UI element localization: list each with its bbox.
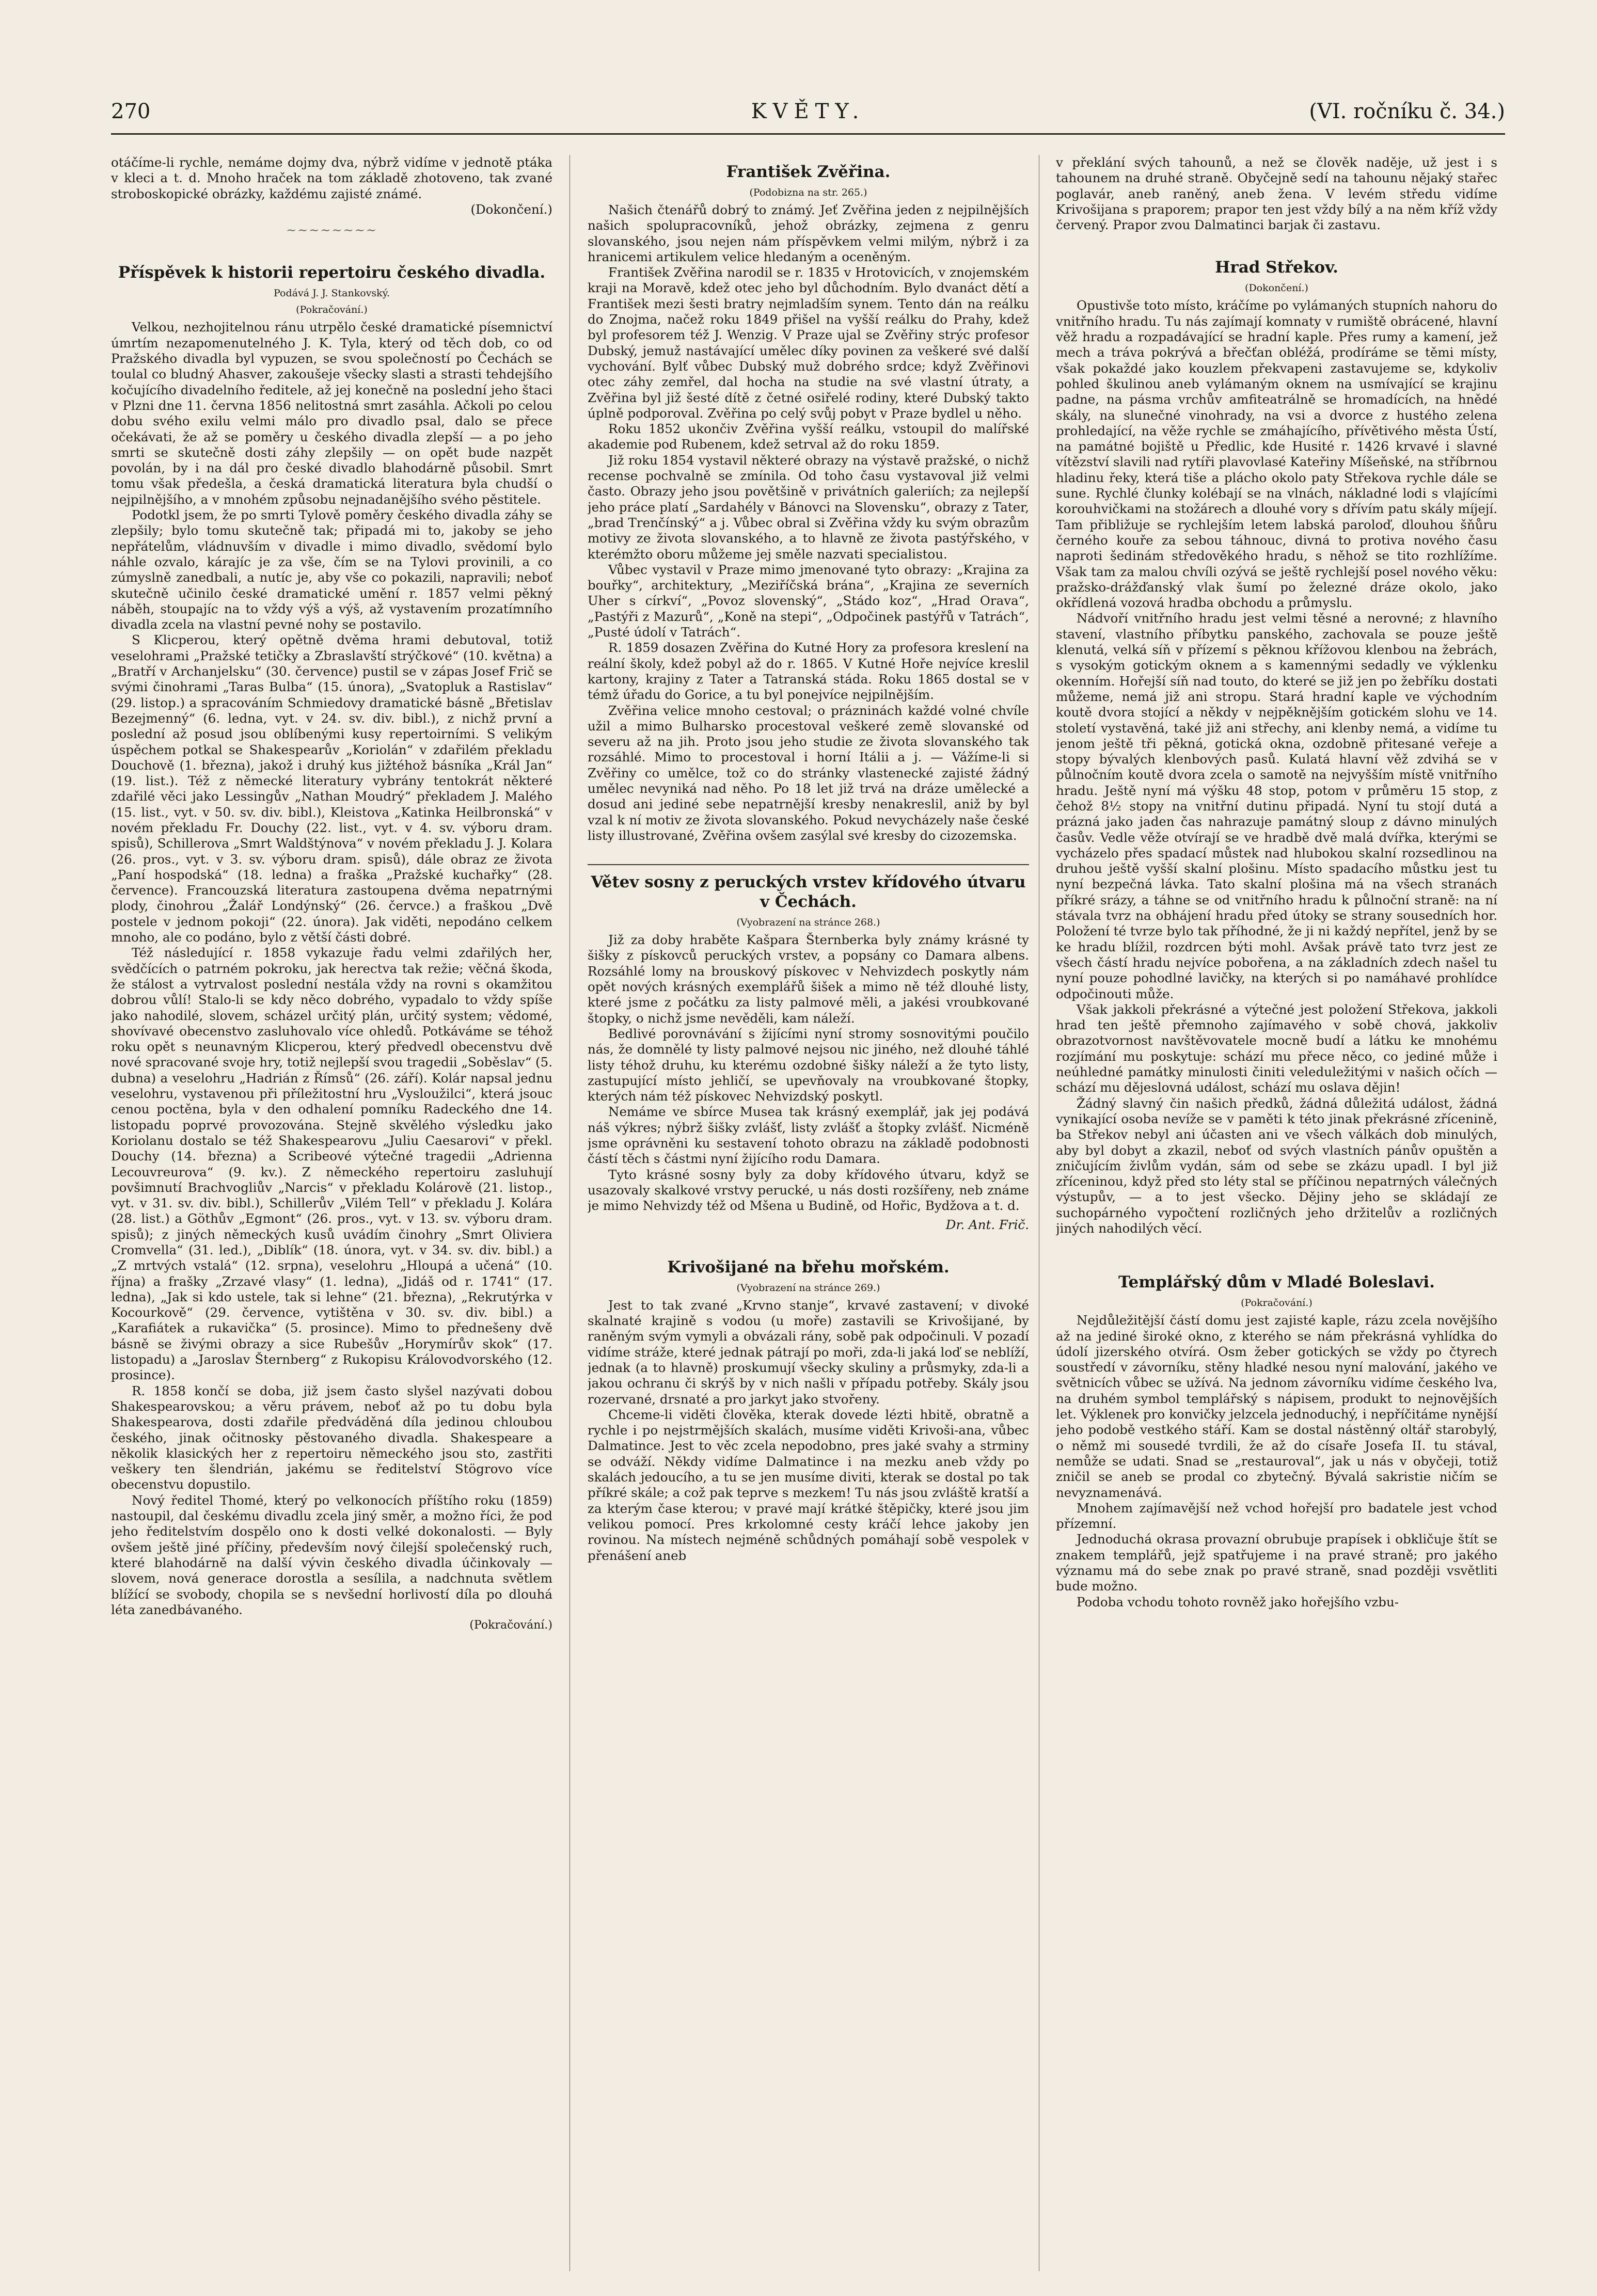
paragraph: Však jakkoli překrásné a výtečné jest položení Střekova, jakkoli hrad ten ještě přemnoho zajímavého v sobě chová, jakkoliv obrazotvornost navštěvovatele mocně budí a látku ke mnohému rozjímání mu poskytuje: schází mu přece něco, co jediné může i neúhledné památky minulosti činiti veleduležitými v našich očích — schází mu dějeslovná událost, schází mu oslava dějin! [1056,1001,1497,1095]
column-2 [588,155,1029,2276]
article-title: František Zvěřina. [726,163,891,181]
paragraph: S Klicperou, který opětně dvěma hrami debutoval, totiž veselohrami „Pražské tetičky a Zbraslavští strýčkové“ (10. května) a „Bratří v Archanjelsku“ (30. července) pustil se v zápas Josef Frič se svými činohrami „Taras Bulba“ (15. února), „Svatopluk a Rastislav“ (29. listop.) a spracováním Schmiedovy dramatické básně „Břetislav Bezejmenný“ (6. ledna, vyt. v 24. sv. div. bibl.), z nichž první a poslední až posud jsou oblíbenými kusy repertoirními. S velikým úspěchem potkal se Shakespearův „Koriolán“ v zdařilém překladu Douchově (1. března), jakož i druhý kus jižtéhož básníka „Král Jan“ (19. list.). Též z německé literatury vybrány tentokrát některé zdařilé věci jako Lessingův „Nathan Moudrý“ překladem J. Malého (15. list., vyt. v 50. sv. div. bibl.), Kleistova „Katinka Heilbronská“ v novém překladu Fr. Douchy (22. list., vyt. v 4. sv. výboru dram. spisů), Schillerova „Smrt Waldštýnova“ v novém překladu J. J. Kolara (26. pros., vyt. v 3. sv. výboru dram. spisů), dále obraz ze života „Paní hospodská“ (18. ledna) a fraška „Pražské kuchařky“ (28. července). Francouzská literatura zastoupena dvěma nepatrnými plody, činohrou „Žalář Londýnský“ (26. červce.) a fraškou „Dvě postele v jednom pokoji“ (22. února). Jak viděti, nepodáno celkem mnoho, ale co podáno, bylo z větší části dobré. [111,632,552,945]
paragraph: otáčíme-li rychle, nemáme dojmy dva, nýbrž vidíme v jednotě ptáka v kleci a t. d. Mnoho hraček na tom základě zhotoveno, tak zvané stroboskopické obrázky, každému zajisté známé. [111,155,552,201]
paragraph: R. 1859 dosazen Zvěřina do Kutné Hory za profesora kreslení na reální školy, kdež pobyl až do r. 1865. V Kutné Hoře nejvíce kreslil kartony, krajiny z Tater a Tatranská stáda. Roku 1865 dostal se v témž úřadu do Gorice, a tu byl ponejvíce nejpilnějším. [588,640,1029,703]
article-title: Větev sosny z peruckých vrstev křídového útvaru v Čechách. [591,873,1026,912]
paragraph: Našich čtenářů dobrý to známý. Jeť Zvěřina jeden z nejpilnějších našich spolupracovníků, jehož obrázky, zejmena z genru slovanského, jsou nejen nám příspěvkem velmi milým, nýbrž i za hranicemi artikulem velice hledaným a oceněným. [588,202,1029,264]
magazine-title: KVĚTY. [751,100,865,123]
header-rule [111,133,1505,135]
paragraph: Nejdůležitější částí domu jest zajisté kaple, rázu zcela novějšího až na jediné široké okno, z kterého se nám překrásná vyhlídka do údolí jizerského otvírá. Osm žeber gotických se vždy po čtyrech soustředí v závorníku, stěny hladké nesou nyní malování, jakého ve světnicích vůbec se užívá. Na jednom závorníku vidíme českého lva, na druhém symbol templářský s nápisem, produkt to nejnovějších let. Výklenek pro konvičky jelzcela jednoduchý, i nepříčitáme nynější jeho podobě vestkého stáří. Kam se dostal nástěnný oltář starobylý, o němž mi sousedé tvrdili, že až do císaře Josefa II. tu stával, nemůže se udati. Snad se „restauroval“, jak u nás v obyčeji, totiž zničil se aneb se prodal co zbytečný. Bývalá sakristie ničím se nevyznamenává. [1056,1313,1497,1500]
paragraph: Jest to tak zvané „Krvno stanje“, krvavé zastavení; v divoké skalnaté krajině s vodou (u moře) zastavili se Krivošijané, by raněným svým vymyli a obvázali rány, sobě pak odpočinuli. V pozadí vidíme stráže, které jednak pátrají po moři, zda-li jaká loď se neblíží, jednak (a to hlavně) proskumují všecky skuliny a průsmyky, zda-li a jakou ochranu či skrýš by v nich našli v případu potřeby. Skály jsou rozervané, drsnaté a pro jarkyt jako stvořeny. [588,1297,1029,1407]
article-title: Templářský dům v Mladé Boleslavi. [1118,1273,1435,1292]
article-subtitle: (Dokončení.) [1245,282,1308,294]
paragraph: Nový ředitel Thomé, který po velkonocích příštího roku (1859) nastoupil, dal českému divadlu zcela jiný směr, a možno říci, že pod jeho ředitelstvím dospělo ono k dosti velké dokonalosti. — Byly ovšem ještě jiné příčiny, především nový čilejší společenský ruch, které blahodárně na další vývin českého divadla účinkovaly — slovem, nová generace dorostla a sesílila, a nadchnuta světlem blížící se svobody, chopila se s nevšední horlivostí díla po dlouhá léta zanedbávaného. [111,1492,552,1617]
paragraph: Roku 1852 ukončiv Zvěřina vyšší reálku, vstoupil do malířské akademie pod Rubenem, kdež setrval až do roku 1859. [588,421,1029,452]
paragraph: Mnohem zajímavější než vchod hořejší pro badatele jest vchod přízemní. [1056,1500,1497,1532]
paragraph: Tyto krásné sosny byly za doby křídového útvaru, když se usazovaly skalkové vrstvy perucké, u nás dosti rozšířeny, neb známe je mimo Nehvizdy též od Mšena u Budině, od Hořic, Bydžova a t. d. [588,1167,1029,1214]
paragraph: Též následující r. 1858 vykazuje řadu velmi zdařilých her, svědčících o patrném pokroku, jak herectva tak režie; věčná škoda, že stálost a vytrvalost poslední nestála vždy na rovni s okamžitou dobrou vůlí! Stalo-li se kdy něco dobrého, vypadalo to vždy spíše jako nahodilé, slovem, scházel určitý plán, určitý system; vědomé, shovívavé obecenstvo zasluhovalo více ohledů. Potkáváme se téhož roku opět s neunavným Klicperou, který předvedl obecenstvu dvě nové spracované svoje hry, totiž nejlepší svou tragedii „Soběslav“ (5. dubna) a veselohru „Hadrián z Římsů“ (26. září). Kolár napsal jednu veselohru, vystavenou při příležitostní hru „Vysloužilci“, která jsouc cenou poctěna, byla v den odhalení pomníku Radeckého dne 14. listopadu poprvé provozována. Stejně skvělého výsledku jako Koriolanu dostalo se též Shakespearovu „Juliu Caesarovi“ v překl. Douchy (14. března) a Scribeové výtečné tragedii „Adrienna Lecouvreurova“ (9. kv.). Z německého repertoiru zasluhují povšimnutí Brachvogliův „Narcis“ v překladu Kolárově (21. listop., vyt. v 31. sv. div. bibl.), Schillerův „Vilém Tell“ v překladu J. Kolára (28. list.) a Göthův „Egmont“ (26. pros., vyt. v 13. sv. výboru dram. spisů); z jiných německých kusů uvádím činohry „Smrt Oliviera Cromvella“ (31. led.), „Diblík“ (18. února, vyt. v 34. sv. div. bibl.) a „Z mrtvých vstalá“ (12. srpna), veselohru „Hloupá a učená“ (10. října) a frašky „Zrzavé vlasy“ (1. ledna), „Jidáš od r. 1741“ (17. ledna), „Jak si kdo ustele, tak si lehne“ (21. března), „Rekrutýrka v Kocourkově“ (29. července, vytištěna v 30. sv. div. bibl.) a „Karafiátek a rukavička“ (5. prosince). Mimo to přednešeny dvě básně se živými obrazy a sice Rubešův „Horymírův skok“ (17. listopadu) a „Jaroslav Šternberg“ z Rukopisu Královodvorského (12. prosince). [111,945,552,1383]
article-title: Krivošijané na břehu mořském. [667,1257,950,1277]
article-subtitle: (Podobizna na str. 265.) [749,187,867,198]
column-1 [111,155,552,2276]
paragraph: Vůbec vystavil v Praze mimo jmenované tyto obrazy: „Krajina za bouřky“, architektury, „Meziříčská brána“, „Krajina ze severních Uher s církví“, „Povoz slovenský“, „Stádo koz“, „Hrad Orava“, „Pastýři z Mazurů“, „Koně na stepi“, „Odpočinek pastýřů v Tatrách“, „Pusté údolí v Tatrách“. [588,562,1029,640]
paragraph: Chceme-li viděti člověka, kterak dovede lézti hbitě, obratně a rychle i po nejstrmějších skalách, musíme viděti Krivoši-ana, vůbec Dalmatince. Jest to věc zcela nepodobno, pres jaké svahy a strminy se odváží. Někdy vidíme Dalmatince i na mezku aneb vždy po skalách jedoucího, a tu se jen musíme diviti, kterak se dostal po tak příkré skále; a což pak teprve s mezkem! Tu nás jsou zvláště kratší a za kterým čase kterou; v pravé mají krátké štěpičky, které jsou jim velikou pomocí. Pres krkolomné cesty kráčí lehce jakoby jen rovinou. Na místech nejméně schůdných pomáhají sobě vespolek v přenášení aneb [588,1407,1029,1563]
ornament-divider: ~~~~~~~~ [286,223,377,238]
continuation-note: (Pokračování.) [469,1619,552,1632]
paragraph: Jednoduchá okrasa provazní obrubuje prapísek i obkličuje štít se znakem templářů, jejž spatřujeme i na pravé straně; pro jakého významu má do sebe znak po pravé straně, snad později vsvětliti bude možno. [1056,1532,1497,1594]
paragraph: Podotkl jsem, že po smrti Tylově poměry českého divadla záhy se zlepšily; bylo tomu skutečně tak; připadá mi to, jakoby se jeho nepřátelům, vládnuvším v divadle i mimo divadlo, svědomí bylo náhle ozvalo, kárajíc je za vše, čím se na Tylovi provinili, a co zúmyslně zanedbali, a nutíc je, aby vše co pokazili, napravili; neboť skutečně učinilo české dramatické umění r. 1857 velmi pěkný náběh, stoupajíc na to vždy výš a výš, až vystavením prozatímního divadla zcela na vlastní pevné nohy se postavilo. [111,507,552,632]
paragraph: Již roku 1854 vystavil některé obrazy na výstavě pražské, o nichž recense pochvalně se zmínila. Od toho času vystavoval již velmi často. Obrazy jeho jsou povětšině v privátních galeriích; za nejlepší jeho práce platí „Sardahély v Bánovci na Slovensku“, obrazy z Tater, „brad Trenčínský“ a j. Vůbec obral si Zvěřina vždy ku svým obrazům motivy ze života slovanského, a to hlavně ze života pastýřského, v kterémžto oboru můžeme jej směle nazvati specialistou. [588,452,1029,562]
paragraph: Nemáme ve sbírce Musea tak krásný exemplář, jak jej podává náš výkres; nýbrž šišky zvlášť, listy zvlášť a štopky zvlášť. Nicméně jsme oprávněni ku sestavení tohoto obrazu na základě podobnosti částí těch s částmi nyní žijícího rodu Damara. [588,1104,1029,1167]
paragraph: R. 1858 končí se doba, již jsem často slyšel nazývati dobou Shakespearovskou; a věru právem, neboť až po tu dobu byla Shakespearova, dosti zdařile předváděná díla jedinou chloubou českého, jinak očitnosky pěstovaného divadla. Shakespeare a několik klasických her z repertoiru německého jsou sto, zastřiti veškery ten šlendrián, jakému se ředitelství Stögrovo více obecenstvu dopustilo. [111,1383,552,1492]
section-rule [588,864,1029,865]
issue-label: (VI. ročníku č. 34.) [1309,100,1505,123]
paragraph: Velkou, nezhojitelnou ránu utrpělo české dramatické písemnictví úmrtím nezapomenutelného J. K. Tyla, který od těch dob, co od Pražského divadla byl vypuzen, se svou společností po Čechách se toulal co bludný Ahasver, zakoušeje všecky slasti a strasti tehdejšího kočujícího divadelního ředitele, až jej konečně na poslední jeho štaci v Plzni dne 11. června 1856 nelitostná smrt zasáhla. Ačkoli po celou dobu svého exilu velmi málo pro divadlo psal, dalo se přece očekávati, že až se poměry u českého divadla zlepší — a po jeho smrti se skutečně dosti záhy zlepšily — on opět bude nazpět povolán, by i na dál pro české divadlo blahodárně působil. Smrt tomu však předešla, a česká dramatická literatura byla chudší o nejpilnějšího, a v mnohém způsobu nejnadanějšího svého pěstitele. [111,320,552,507]
article-status: (Pokračování.) [296,304,368,316]
page-number: 270 [111,100,151,123]
paragraph: Nádvoří vnitřního hradu jest velmi těsné a nerovné; z hlavního stavení, vlastního příbytku panského, zachovala se pouze ještě klenutá, velká síň v přízemí s pěknou křížovou klenbou na žebrách, s vysokým gotickým oknem a s kamennými sedadly ve výklenku okenním. Hořejší síň nad touto, do které se již jen po žebříku dostati můžeme, nemá již ani stropu. Stará hradní kaple ve východním koutě dvora stojící a někdy v nejpěknějším gotickém slohu ve 14. století vystavěná, také již ani střechy, ani klenby nemá, a vidíme tu jenom ještě tři pěkná, gotická okna, ozdobně přitesané veřeje a stopy bývalých klenbových pasů. Kulatá hlavní věž zdvihá se v půlnočním koutě dvora zcela o samotě na nejvyšším místě vnitřního hradu. Ještě nyní má výšku 48 stop, potom v průměru 15 stop, z čehož 8½ stopy na vnitřní dutinu připadá. Nyní tu stojí dutá a prázná jako jaden čas nahrazuje památný sloup z dávno minulých časův. Vedle věže otvírají se ve hradbě dvě malá dvířka, kterými se vycházelo přes spadací můstek nad hlubokou skalní rozsedlinou na druhou ještě vyšší skalní plošinu. Místo spadacího můstku jest tu nyní bezpečná lávka. Tato skalní plošina má na všech stranách příkré srázy, a táhne se od vnitřního hradu k půlnoční straně: na ní stávala tvrz na obhájení hradu před útoky se strany sousedních hor. Položení té tvrze bylo tak příhodné, že ji ni každý nepřítel, jenž by se ke hradu blížil, rozdrcen býti mohl. Avšak právě tato tvrz jest ze všech částí hradu nejvíce pobořena, a na základních zdech našel tu nyní pouze pohodlné lavičky, na kterých si po namáhavé prohlídce odpočinouti může. [1056,611,1497,1001]
article-subtitle: (Vyobrazení na stránce 268.) [736,917,880,929]
article-title: Příspěvek k historii repertoiru českého divadla. [118,263,546,282]
paragraph: v překlání svých tahounů, a než se člověk naděje, už jest i s tahounem na druhé straně. Obyčejně sedí na tahounu nějaký stařec poglavár, aneb raněný, aneb žena. V levém středu vidíme Krivošijana s praporem; prapor ten jest vždy bílý a na něm kříž vždy červený. Prapor zvou Dalmatinci barjak či zastavu. [1056,155,1497,233]
article-subtitle: (Vyobrazení na stránce 269.) [736,1282,880,1294]
paragraph: Žádný slavný čin našich předků, žádná důležitá událost, žádná vynikající osoba nevíže se v paměti k této jinak překrásné zřícenině, ba Střekov nebyl ani účasten ani ve všech válkách dob minulých, aby byl dobyt a zkazil, neboť od svých vlastních pánův opuštěn a zničujícím živlům vydán, sám od sebe se zkázu upadl. I byl již zříceninou, když před sto léty stal se příčinou nepatrných válečných výstupův, — a to jest všecko. Dějiny jeho se skládají ze suchopárného vypočtení rozličných jeho držitelův a rozličných jiných nahodilých věcí. [1056,1095,1497,1236]
continuation-note: (Dokončení.) [470,201,552,217]
article-subtitle: (Pokračování.) [1241,1297,1313,1309]
paragraph: Bedlivé porovnávání s žijícími nyní stromy sosnovitými poučilo nás, že domnělé ty listy palmové nejsou nic jiného, než dlouhé táhlé listy téhož druhu, ku kterému ozdobné šišky náleží a že tyto listy, zastupující místo jehličí, se upevňovaly na vroubkované štopky, kterých nám též pískovec Nehvizdský poskytl. [588,1026,1029,1104]
paragraph: Již za doby hraběte Kašpara Šternberka byly známy krásné ty šišky z pískovců peruckých vrstev, a popsány co Damara albens. Rozsáhlé lomy na brouskový pískovec v Nehvizdech poskytly nám opět nových krásných exemplářů šišek a mimo ně též dlouhé listy, které jsme z počátku za listy palmové měli, a jakési vroubkované štopky, o nichž jsme nevěděli, kam náleží. [588,932,1029,1026]
paragraph: Zvěřina velice mnoho cestoval; o prázninách každé volné chvíle užil a mimo Bulharsko procestoval veškeré země slovanské od severu až na jih. Proto jsou jeho studie ze života slovanského tak rozsáhlé. Mimo to procestoval i horní Itálii a j. — Vážíme-li si Zvěřiny co umělce, tož co do stránky vlastenecké zajisté žádný umělec nevyniká nad něho. Po 18 let již trvá na dráze umělecké a dosud ani jediné sebe nepatrnější kresby nenakreslil, aniž by byl vzal k ní motiv ze života slovanského. Pokud nevycházely naše české listy illustrované, Zvěřina ovšem zasýlal své kresby do cizozemska. [588,703,1029,843]
article-title: Hrad Střekov. [1215,258,1338,277]
column-3 [1056,155,1497,2276]
article-author: Podává J. J. Stankovský. [274,288,390,299]
paragraph: Podoba vchodu tohoto rovněž jako hořejšího vzbu- [1077,1594,1399,1609]
paragraph: Opustivše toto místo, kráčíme po vylámaných stupních nahoru do vnitřního hradu. Tu nás zajímají komnaty v rumiště obrácené, hlavní věž hradu a rozpadávající se hradní kaple. Přes rumy a kamení, jež mech a tráva pokrývá a břečťan obléžá, prodíráme se těmi místy, však pokaždé jako kouzlem překvapeni zastavujeme se, kdykoliv pohled škulinou aneb vylámaným oknem na usmívající se krajinu padne, na pásma vrchův amfiteatrálně se hromadících, na hnědé skály, na slunečné vinohrady, na vsi a dvorce z hustého zelena prohledající, na věže rychle se zmáhajícího, přívětivého města Ústí, na památné bojiště u Předlic, kde Husité r. 1426 krvavé i slavné vítězství slavili nad rytíři plavovlasé Kateřiny Míšeňské, na stříbrnou hladinu řeky, která tiše a plácho okolo paty Střekova rychle dále se sune. Rychlé člunky kolébají se na vlnách, nákladné lodi s vlajícími korouhvičkami na stožárech a dlouhé vory s dřívím patu skály míjejí. Tam přibližuje se rychlejším letem labská paroloď, dlouhou šňůru černého kouře za sebou táhnouc, divná to protiva nového času naproti šedinám středověkého hradu, s něhož se tito rozhlížíme. Však tam za malou chvíli ozývá se ještě rychlejší posel nového věku: pražsko-drážďanský vlak šumí po železné dráze okolo, jako okřídlená vozová hradba obchodu a průmyslu. [1056,298,1497,611]
page-header [111,95,1505,132]
author-signature: Dr. Ant. Frič. [945,1217,1029,1232]
paragraph: František Zvěřina narodil se r. 1835 v Hrotovicích, v znojemském kraji na Moravě, kdež otec jeho byl důchodním. Bylo dvanáct dětí a František mezi šesti bratry nejmladším synem. Tento dán na reálku do Znojma, načež roku 1849 přišel na vyšší reálku do Prahy, kdež byl profesorem též J. Wenzig. V Praze ujal se Zvěřiny strýc profesor Dubský, jemuž nastávající umělec díky povinen za veškeré své další vychování. Bylť vůbec Dubský muž dobrého srdce; když Zvěřinovi otec záhy zemřel, dal hocha na studie na své vlastní útraty, a Zvěřina byl již šesté dítě z četné osiřelé rodiny, které Dubský takto úplně podporoval. Zvěřina po celý svůj pobyt v Praze bydlel u něho. [588,265,1029,421]
